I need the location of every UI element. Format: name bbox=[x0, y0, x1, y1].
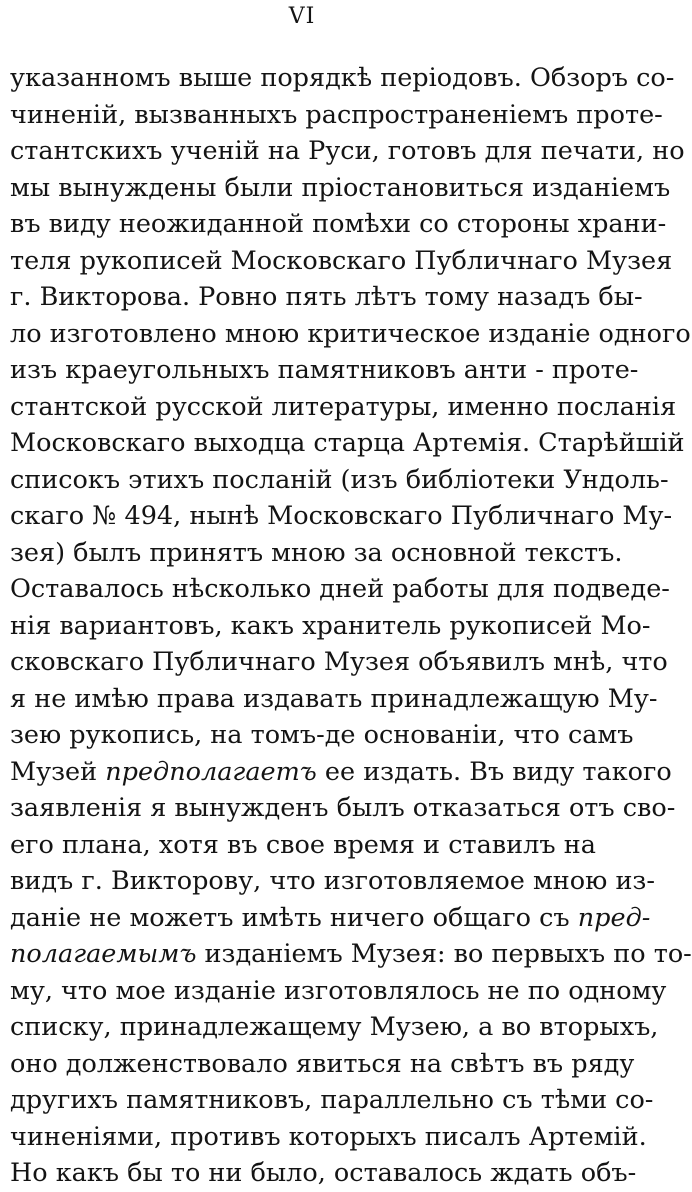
text-segment: изданіемъ Музея: во первыхъ по то- bbox=[196, 939, 692, 969]
text-line: я не имѣю права издавать принадлежащую Му- bbox=[10, 683, 658, 714]
text-line bbox=[10, 936, 692, 973]
text-line: ло изготовлено мною критическое изданіе одного bbox=[10, 318, 691, 349]
text-segment: даніе не можетъ имѣть ничего общаго съ bbox=[10, 902, 578, 933]
page-number: VI bbox=[288, 4, 316, 29]
text-line: видъ г. Викторову, что изготовляемое мною из- bbox=[10, 866, 655, 896]
text-line: г. Викторова. Ровно пять лѣтъ тому назадъ бы- bbox=[10, 282, 643, 312]
italic-word: пред- bbox=[577, 902, 651, 933]
text-line: Оставалось нѣсколько дней работы для подведе- bbox=[10, 574, 670, 604]
italic-word: предполагаетъ bbox=[105, 756, 317, 787]
text-segment: ее издать. Въ виду такого bbox=[316, 756, 672, 787]
text-line: му, что мое изданіе изготовлялось не по одному bbox=[10, 975, 667, 1006]
text-line: скаго № 494, нынѣ Московскаго Публичнаго Му- bbox=[10, 501, 673, 531]
text-line: другихъ памятниковъ, параллельно съ тѣми со- bbox=[10, 1085, 654, 1115]
text-line: его плана, хотя въ свое время и ставилъ на bbox=[10, 829, 596, 860]
text-line: оно долженствовало явиться на свѣтъ въ ряду bbox=[10, 1048, 635, 1079]
text-line: чиненій, вызванныхъ распространеніемъ проте- bbox=[10, 99, 663, 130]
text-line: теля рукописей Московскаго Публичнаго Музея bbox=[10, 245, 673, 276]
text-line: стантскихъ ученій на Руси, готовъ для печати, но bbox=[10, 136, 685, 166]
text-line: списку, принадлежащему Музею, а во вторыхъ, bbox=[10, 1012, 659, 1042]
text-line: сковскаго Публичнаго Музея объявилъ мнѣ, что bbox=[10, 647, 668, 677]
text-line: стантской русской литературы, именно посланія bbox=[10, 391, 677, 422]
text-line: нія вариантовъ, какъ хранитель рукописей Мо- bbox=[10, 610, 651, 641]
text-line bbox=[10, 900, 651, 937]
text-line: списокъ этихъ посланій (изъ библіотеки Ундоль- bbox=[10, 464, 669, 495]
text-line: изъ краеугольныхъ памятниковъ анти - проте- bbox=[10, 355, 639, 385]
italic-word: полагаемымъ bbox=[10, 939, 197, 969]
text-line: въ виду неожиданной помѣхи со стороны храни- bbox=[10, 209, 667, 239]
text-line: мы вынуждены были пріостановиться изданіемъ bbox=[10, 172, 671, 203]
body-text bbox=[10, 60, 692, 1192]
text-line: зея) былъ принятъ мною за основной текстъ. bbox=[10, 537, 623, 568]
text-line: чиненіями, противъ которыхъ писалъ Артемій. bbox=[10, 1121, 647, 1152]
text-line: зею рукопись, на томъ-де основаніи, что самъ bbox=[10, 720, 634, 750]
text-line: заявленія я вынужденъ былъ отказаться отъ сво- bbox=[10, 793, 676, 823]
text-segment: Музей bbox=[10, 756, 106, 787]
text-line: Московскаго выходца старца Артемія. Старѣйшій bbox=[10, 428, 685, 458]
text-line bbox=[10, 754, 672, 791]
text-line: указанномъ выше порядкѣ періодовъ. Обзоръ со- bbox=[10, 63, 675, 93]
text-line: Но какъ бы то ни было, оставалось ждать объ- bbox=[10, 1158, 637, 1188]
